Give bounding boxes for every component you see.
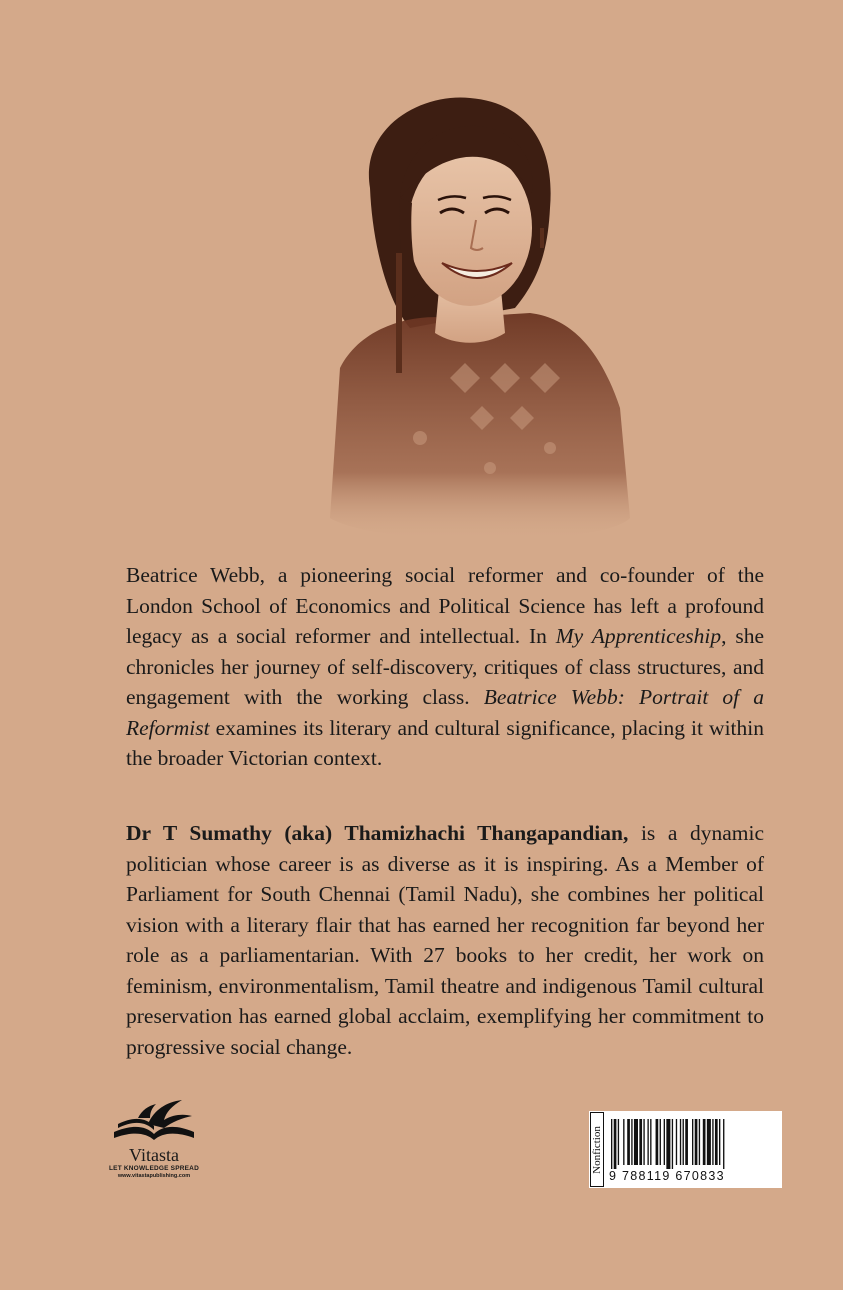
publisher-url: www.vitastapublishing.com (117, 1173, 191, 1179)
barcode-bar (634, 1119, 638, 1165)
description-text: Beatrice Webb, a pioneering social reformer and co-founder of the London School of Economics and Political Science has left a profound legacy as a social reformer and intellectual. In (126, 563, 764, 648)
description-text: examines its literary and cultural significance, placing it within the broader Victorian context. (126, 715, 764, 770)
book-bird-logo-icon (108, 1098, 200, 1144)
barcode-bar (656, 1119, 659, 1165)
author-bio-text: is a dynamic politician whose career is as diverse as it is inspiring. As a Member of Parliament for South Chennai (Tamil Nadu), she combines her political vision with a literary flair that has earned her recognition far beyond her role as a parliamentarian. With 27 books to her credit, her work on feminism, environmentalism, Tamil theatre and indigenous Tamil cultural preservation has earned global acclaim, exemplifying her commitment to progressive social change. (126, 821, 764, 1059)
author-name: Dr T Sumathy (aka) Thamizhachi Thangapandian, (126, 821, 629, 845)
isbn-number: 9 788119 670833 (609, 1169, 725, 1183)
barcode-bar (643, 1119, 644, 1165)
author-bio (126, 818, 764, 1062)
barcode-bar (707, 1119, 711, 1165)
barcode-bar (699, 1119, 700, 1165)
description-text: , she chronicles her journey of self-discovery, critiques of class structures, and engagement with the working class. (126, 624, 764, 709)
barcode-bar (683, 1119, 684, 1165)
barcode-bar (695, 1119, 698, 1165)
barcode-bar (680, 1119, 681, 1165)
barcode-bar (692, 1119, 693, 1165)
barcode-bar (719, 1119, 720, 1165)
barcode-bar (639, 1119, 642, 1165)
barcode-bar (723, 1119, 724, 1169)
barcode-bar (623, 1119, 624, 1165)
barcode-bar (715, 1119, 718, 1165)
barcode-bar (631, 1119, 632, 1165)
barcode-bar (618, 1119, 619, 1165)
book-title-my-apprenticeship: My Apprenticeship (555, 624, 722, 648)
barcode-bar (660, 1119, 661, 1165)
book-title: Beatrice Webb: Portrait of a Reformist (126, 685, 764, 740)
barcode-bar (685, 1119, 688, 1165)
barcode-bar (672, 1119, 673, 1169)
category-label (589, 1111, 605, 1188)
author-portrait (300, 78, 650, 558)
publisher-tagline: LET KNOWLEDGE SPREAD (109, 1165, 199, 1172)
barcode-bar (664, 1119, 665, 1165)
barcode-bar (611, 1119, 612, 1169)
barcode-bar (703, 1119, 706, 1165)
barcode-bar (676, 1119, 677, 1165)
barcode-bar (666, 1119, 670, 1169)
barcode-bar (627, 1119, 630, 1165)
barcode-bar (614, 1119, 617, 1169)
isbn-barcode (589, 1111, 782, 1188)
barcode-bars (611, 1119, 775, 1169)
publisher-logo (104, 1098, 204, 1188)
barcode-bar (647, 1119, 648, 1165)
barcode-bar (712, 1119, 713, 1165)
publisher-name: Vitasta (129, 1145, 179, 1165)
barcode-bar (650, 1119, 651, 1165)
category-text: Nonfiction (591, 1125, 603, 1174)
book-description (126, 560, 764, 774)
